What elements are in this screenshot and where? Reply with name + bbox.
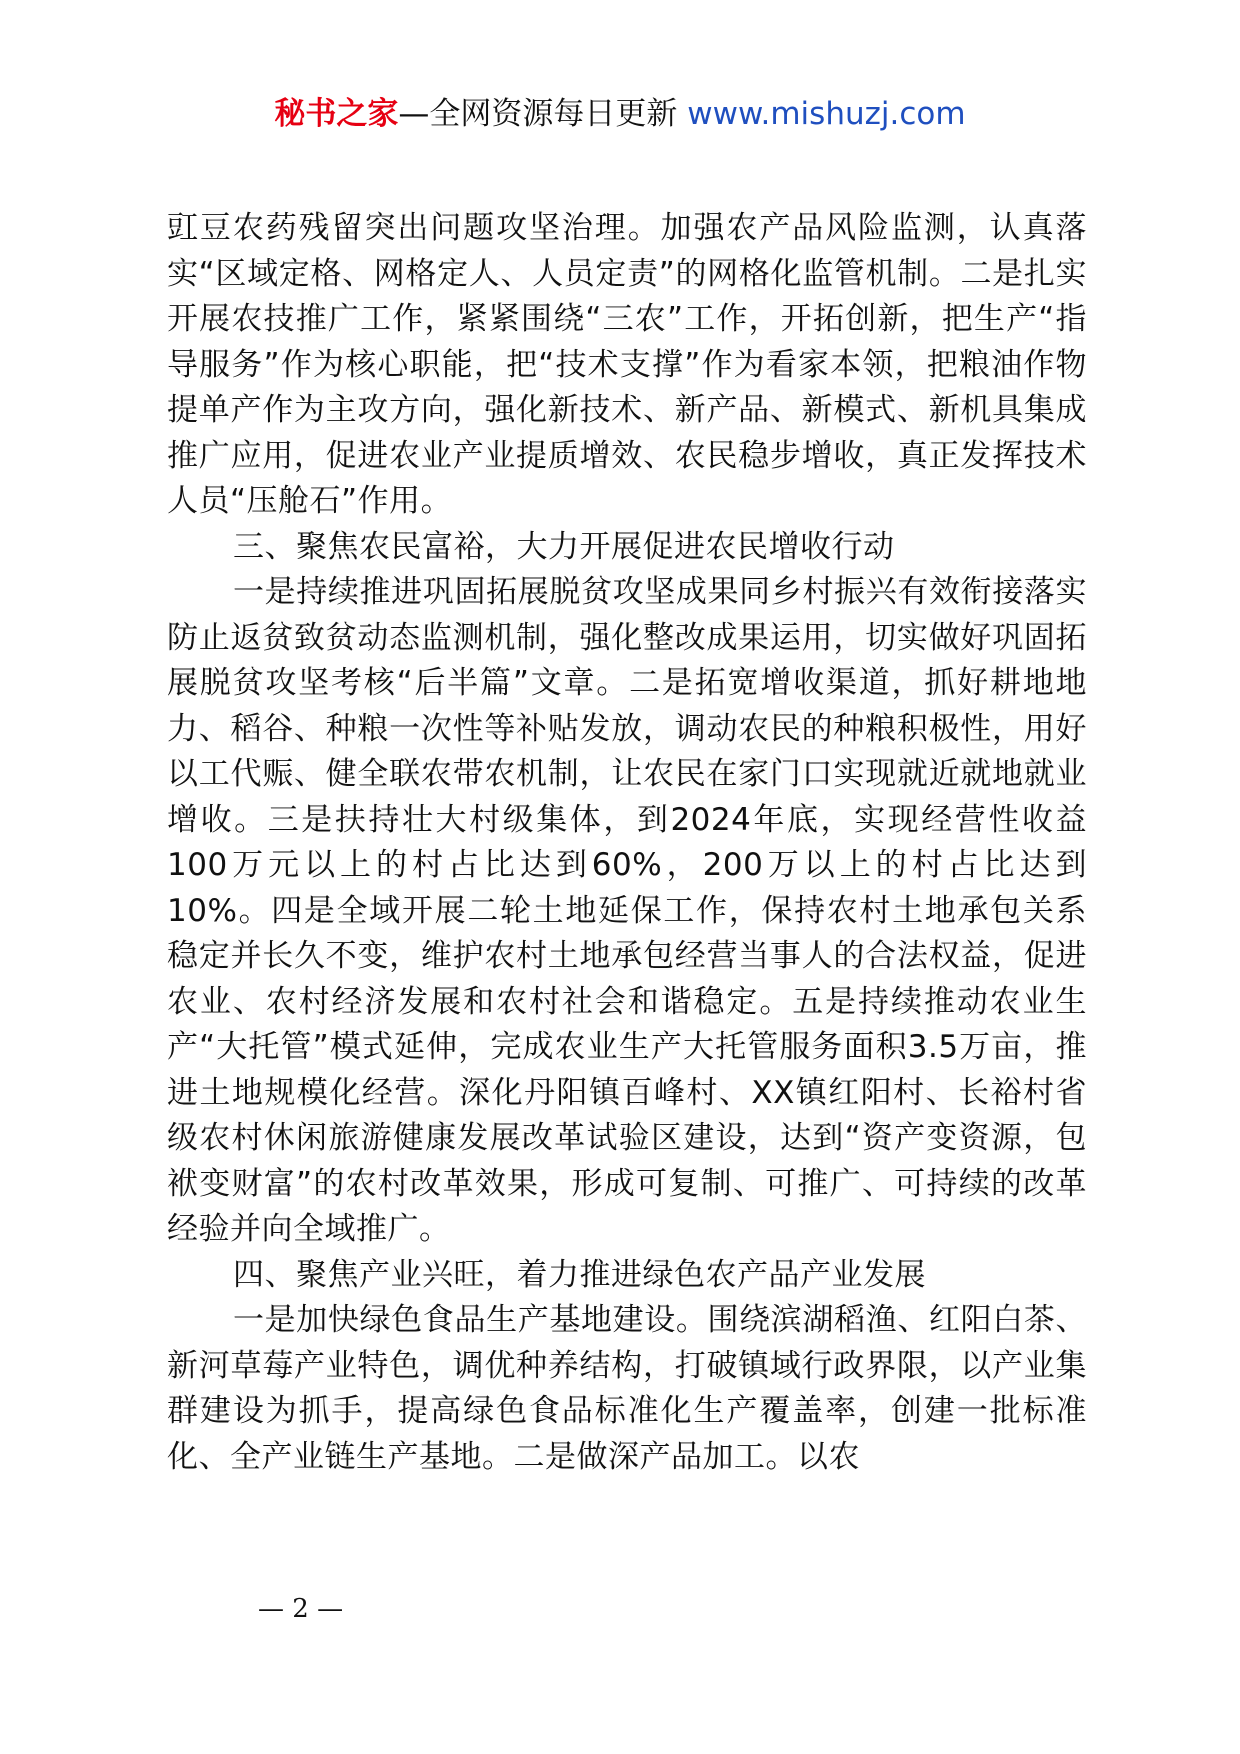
site-header xyxy=(0,94,1240,134)
paragraph-section-4: 一是加快绿色食品生产基地建设。围绕滨湖稻渔、红阳白茶、新河草莓产业特色，调优种养结构，打破镇域行政界限，以产业集群建设为抓手，提高绿色食品标准化生产覆盖率，创建一批标准化、全产业链生产基地。二是做深产品加工。以农 xyxy=(167,1302,1087,1475)
paragraph-continuation: 豇豆农药残留突出问题攻坚治理。加强农产品风险监测，认真落实“区域定格、网格定人、人员定责”的网格化监管机制。二是扎实开展农技推广工作，紧紧围绕“三农”工作，开拓创新，把生产“指导服务”作为核心职能，把“技术支撑”作为看家本领，把粮油作物提单产作为主攻方向，强化新技术、新产品、新模式、新机具集成推广应用，促进农业产业提质增效、农民稳步增收，真正发挥技术人员“压舱石”作用。 xyxy=(167,210,1087,519)
section-heading-4: 四、聚焦产业兴旺，着力推进绿色农产品产业发展 xyxy=(233,1256,926,1293)
section-heading-3: 三、聚焦农民富裕，大力开展促进农民增收行动 xyxy=(233,528,895,565)
document-body xyxy=(167,206,1087,1480)
site-url-link[interactable]: www.mishuzj.com xyxy=(687,96,966,132)
site-brand: 秘书之家 xyxy=(274,96,399,132)
paragraph-section-3: 一是持续推进巩固拓展脱贫攻坚成果同乡村振兴有效衔接落实防止返贫致贫动态监测机制，强化整改成果运用，切实做好巩固拓展脱贫攻坚考核“后半篇”文章。二是拓宽增收渠道，抓好耕地地力、稻谷、种粮一次性等补贴发放，调动农民的种粮积极性，用好以工代赈、健全联农带农机制，让农民在家门口实现就近就地就业增收。三是扶持壮大村级集体，到2024年底，实现经营性收益100万元以上的村占比达到60%，200万以上的村占比达到10%。四是全域开展二轮土地延保工作，保持农村土地承包关系稳定并长久不变，维护农村土地承包经营当事人的合法权益，促进农业、农村经济发展和农村社会和谐稳定。五是持续推动农业生产“大托管”模式延伸，完成农业生产大托管服务面积3.5万亩，推进土地规模化经营。深化丹阳镇百峰村、XX镇红阳村、长裕村省级农村休闲旅游健康发展改革试验区建设，达到“资产变资源，包袱变财富”的农村改革效果，形成可复制、可推广、可持续的改革经验并向全域推广。 xyxy=(167,574,1087,1247)
page-number: — 2 — xyxy=(258,1594,344,1624)
site-slogan: —全网资源每日更新 xyxy=(398,96,678,132)
